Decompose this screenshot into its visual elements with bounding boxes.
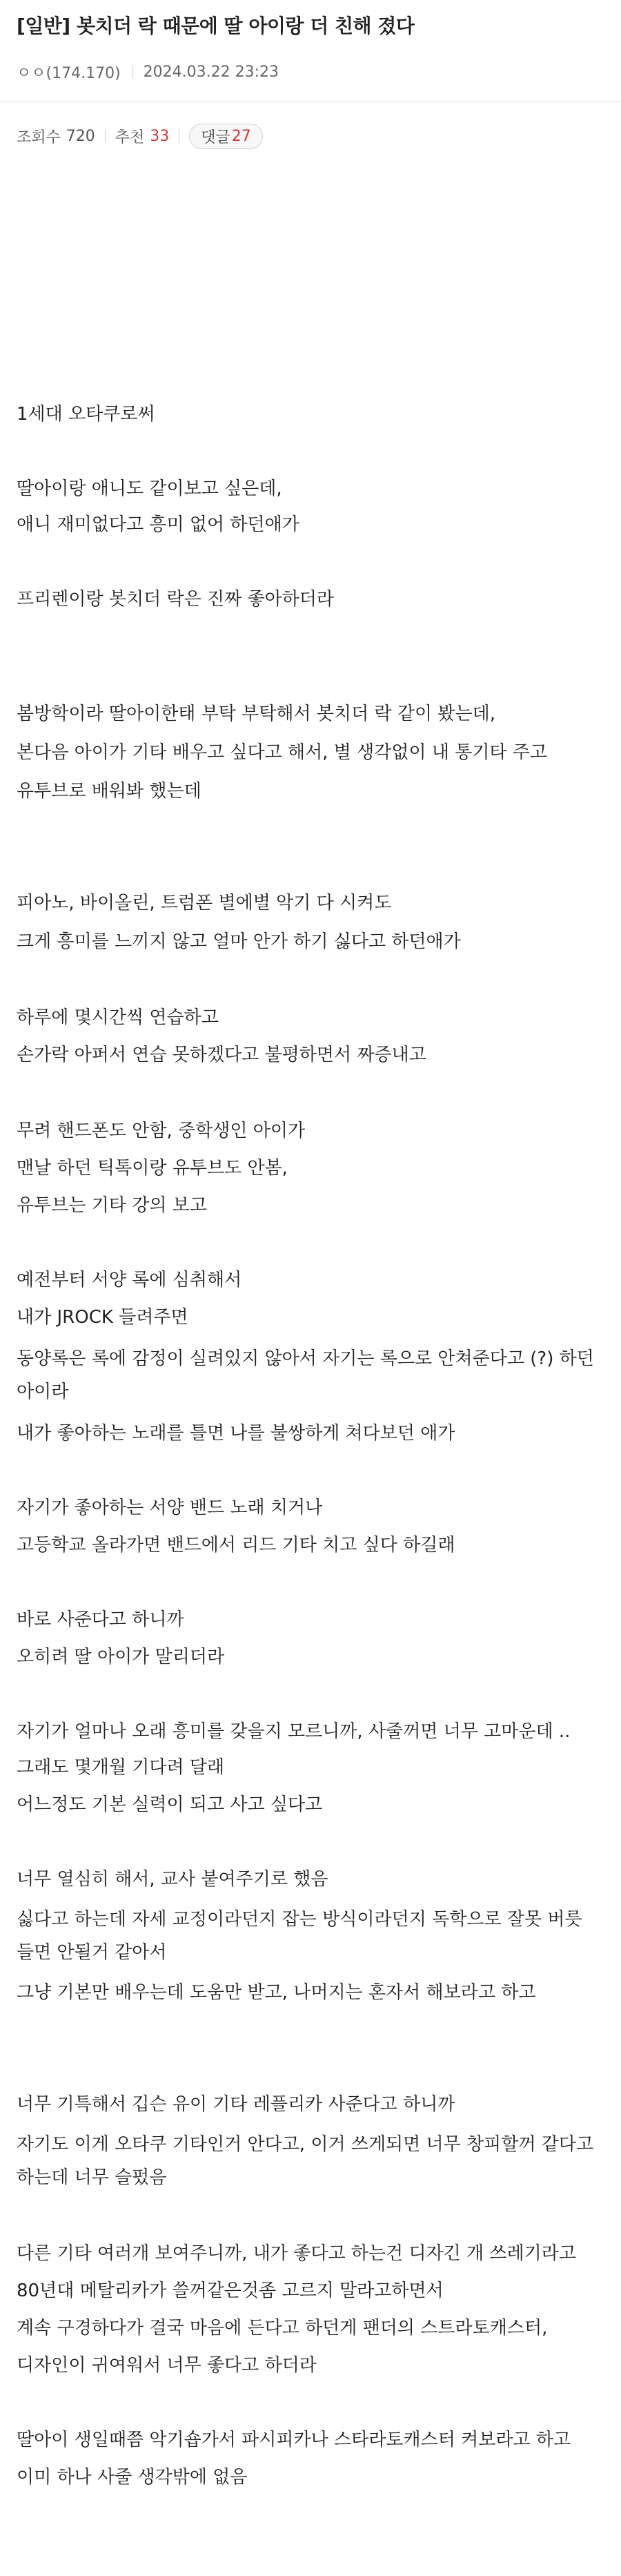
- author-name[interactable]: ㅇㅇ(174.170): [17, 64, 121, 82]
- body-line: 프리렌이랑 봇치더 락은 진짜 좋아하더라: [17, 589, 335, 610]
- body-line: 피아노, 바이올린, 트럼폰 별에별 악기 다 시켜도: [17, 893, 392, 913]
- body-line: 오히려 딸 아이가 말리더라: [17, 1647, 225, 1667]
- body-line: 80년대 메탈리카가 쓸꺼같은것좀 고르지 말라고하면서: [17, 2280, 444, 2301]
- body-line: 딸아이 생일때쯤 악기숍가서 파시피카나 스타라토캐스터 켜보라고 하고: [17, 2430, 571, 2450]
- body-line: 너무 기특해서 깁슨 유이 기타 레플리카 사준다고 하니까: [17, 2094, 455, 2115]
- body-line: 본다음 아이가 기타 배우고 싶다고 해서, 별 생각없이 내 통기타 주고: [17, 742, 548, 763]
- body-line: 손가락 아퍼서 연습 못하겠다고 불평하면서 짜증내고: [17, 1045, 426, 1065]
- body-line: 계속 구경하다가 결국 마음에 든다고 하던게 팬더의 스트라토캐스터,: [17, 2318, 548, 2338]
- stats-divider: [105, 129, 106, 143]
- views-label: 조회수: [17, 128, 61, 146]
- comments-label: 댓글: [201, 128, 230, 146]
- post-date: 2024.03.22 23:23: [143, 63, 279, 81]
- body-line: 자기가 얼마나 오래 흥미를 갖을지 모르니까, 사줄꺼면 너무 고마운데 ..: [17, 1721, 571, 1742]
- recommend-label: 추천: [115, 128, 145, 146]
- body-line: 자기가 좋아하는 서양 밴드 노래 치거나: [17, 1498, 323, 1518]
- post-stats: [0, 101, 621, 150]
- views-count: 720: [66, 127, 95, 145]
- post-title: [일반] 봇치더 락 때문에 딸 아이랑 더 친해 졌다: [17, 14, 415, 37]
- body-line: 내가 JROCK 들려주면: [17, 1307, 188, 1328]
- body-line: 딸아이랑 애니도 같이보고 싶은데,: [17, 478, 282, 499]
- body-line: 유투브는 기타 강의 보고: [17, 1195, 207, 1216]
- recommend-count: 33: [150, 127, 170, 145]
- body-line: 1세대 오타쿠로써: [17, 404, 155, 425]
- body-line: 애니 재미없다고 흥미 없어 하던애가: [17, 514, 299, 535]
- body-line: 하루에 몇시간씩 연습하고: [17, 1007, 219, 1028]
- comments-count: 27: [231, 127, 251, 145]
- body-line: 자기도 이게 오타쿠 기타인거 안다고, 이거 쓰게되면 너무 창피할꺼 같다고 하는데 너무 슬펐음: [17, 2134, 594, 2188]
- body-line: 맨날 하던 틱톡이랑 유투브도 안봄,: [17, 1158, 288, 1179]
- body-line: 바로 사준다고 하니까: [17, 1609, 184, 1630]
- post-meta: [17, 61, 604, 83]
- body-line: 무려 핸드폰도 안함, 중학생인 아이가: [17, 1121, 306, 1141]
- body-line: 크게 흥미를 느끼지 않고 얼마 안가 하기 싫다고 하던애가: [17, 931, 461, 952]
- post-header: [0, 0, 621, 83]
- body-line: 동양록은 록에 감정이 실려있지 않아서 자기는 록으로 안쳐준다고 (?) 하던 아이라: [17, 1348, 594, 1402]
- body-line: 디자인이 귀여워서 너무 좋다고 하더라: [17, 2355, 317, 2376]
- body-line: 그냥 기본만 배우는데 도움만 받고, 나머지는 혼자서 해보라고 하고: [17, 1982, 536, 2003]
- body-line: 다른 기타 여러개 보여주니까, 내가 좋다고 하는건 디자긴 개 쓰레기라고: [17, 2243, 577, 2264]
- body-line: 어느정도 기본 실력이 되고 사고 싶다고: [17, 1794, 323, 1815]
- body-line: 봄방학이라 딸아이한태 부탁 부탁해서 봇치더 락 같이 봤는데,: [17, 704, 496, 724]
- body-line: 너무 열심히 해서, 교사 붙여주기로 했음: [17, 1869, 328, 1890]
- body-line: 유투브로 배워봐 했는데: [17, 781, 201, 802]
- body-line: 예전부터 서양 록에 심취해서: [17, 1270, 242, 1290]
- body-line: 이미 하나 사줄 생각밖에 없음: [17, 2467, 248, 2488]
- comments-button[interactable]: [189, 124, 263, 149]
- body-line: 싫다고 하는데 자세 교정이라던지 잡는 방식이라던지 독학으로 잘못 버릇 들면 안될거 같아서: [17, 1909, 582, 1963]
- body-line: 그래도 몇개월 기다려 달래: [17, 1757, 225, 1778]
- body-line: 고등학교 올라가면 밴드에서 리드 기타 치고 싶다 하길래: [17, 1535, 455, 1556]
- body-line: 내가 좋아하는 노래를 틀면 나를 불쌍하게 쳐다보던 애가: [17, 1423, 455, 1444]
